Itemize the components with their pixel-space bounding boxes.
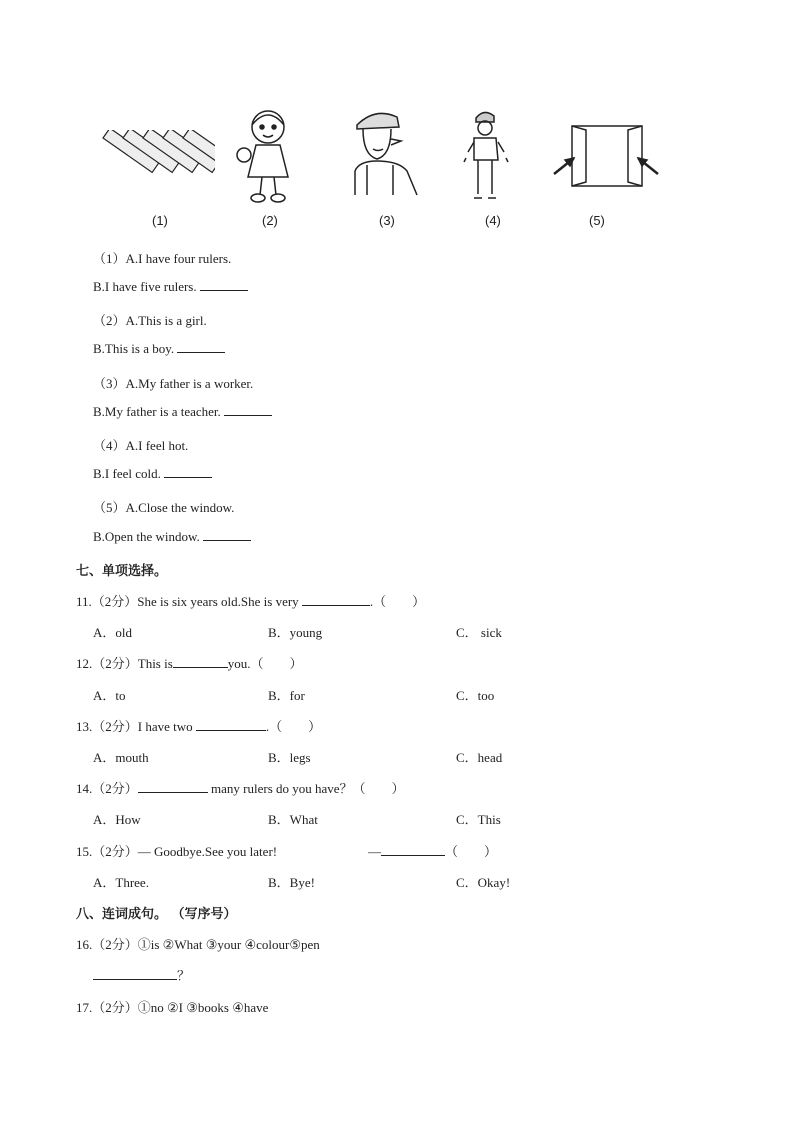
option[interactable]: B．Bye! [268, 875, 315, 890]
answer-blank[interactable] [138, 782, 208, 793]
picture-label: (4) [485, 213, 501, 228]
option[interactable]: C．head [456, 750, 503, 765]
picture-label: (1) [152, 213, 168, 228]
section-title: 七、单项选择。 [76, 564, 168, 579]
sentence-a: （2）A.This is a girl. [93, 313, 207, 328]
question-11: 11.（2分）She is six years old.She is very .（ ） [76, 594, 426, 609]
question-16-answer: ？ [93, 965, 190, 984]
option[interactable]: A．to [93, 688, 126, 703]
sentence-a: （3）A.My father is a worker. [93, 376, 254, 391]
answer-blank[interactable] [177, 342, 225, 353]
option[interactable]: C．too [456, 688, 495, 703]
sentence-b: B.I feel cold. [93, 466, 212, 482]
option[interactable]: C． sick [456, 625, 502, 640]
answer-blank[interactable] [93, 969, 177, 980]
sentence-b: B.This is a boy. [93, 341, 225, 357]
option[interactable]: A．How [93, 812, 141, 827]
answer-blank[interactable] [196, 720, 266, 731]
answer-blank[interactable] [173, 657, 228, 668]
answer-blank[interactable] [203, 530, 251, 541]
worker-icon [345, 105, 425, 200]
rulers-icon [95, 130, 215, 178]
option[interactable]: B．What [268, 812, 318, 827]
option[interactable]: A．Three. [93, 875, 149, 890]
option[interactable]: C．This [456, 812, 501, 827]
sentence-b: B.Open the window. [93, 529, 251, 545]
option[interactable]: B．young [268, 625, 323, 640]
question-12: 12.（2分）This is you.（ ） [76, 656, 303, 671]
cold-man-icon [462, 108, 512, 206]
question-16: 16.（2分）①is ②What ③your ④colour⑤pen [76, 937, 320, 952]
sentence-a: （5）A.Close the window. [93, 500, 235, 515]
option[interactable]: C．Okay! [456, 875, 511, 890]
option[interactable]: A．mouth [93, 750, 149, 765]
question-13: 13.（2分）I have two .（ ） [76, 719, 322, 734]
sentence-b: B.My father is a teacher. [93, 404, 272, 420]
section-title: 八、连词成句。 （写序号） [76, 907, 237, 922]
option[interactable]: B．for [268, 688, 305, 703]
option[interactable]: B．legs [268, 750, 311, 765]
option[interactable]: A．old [93, 625, 133, 640]
question-17: 17.（2分）①no ②I ③books ④have [76, 1000, 269, 1015]
picture-label: (3) [379, 213, 395, 228]
sentence-a: （1）A.I have four rulers. [93, 251, 232, 266]
picture-row [0, 100, 794, 240]
sentence-a: （4）A.I feel hot. [93, 438, 189, 453]
answer-blank[interactable] [200, 280, 248, 291]
answer-blank[interactable] [302, 595, 370, 606]
window-icon [550, 122, 662, 190]
answer-blank[interactable] [164, 467, 212, 478]
picture-label: (2) [262, 213, 278, 228]
question-15-answer: — （ ） [368, 844, 498, 859]
answer-blank[interactable] [381, 845, 445, 856]
question-14: 14.（2分） many rulers do you have？（ ） [76, 781, 405, 796]
question-15: 15.（2分）— Goodbye.See you later! [76, 844, 278, 859]
picture-label: (5) [589, 213, 605, 228]
sentence-b: B.I have five rulers. [93, 279, 248, 295]
girl-icon [232, 105, 304, 205]
answer-blank[interactable] [224, 405, 272, 416]
